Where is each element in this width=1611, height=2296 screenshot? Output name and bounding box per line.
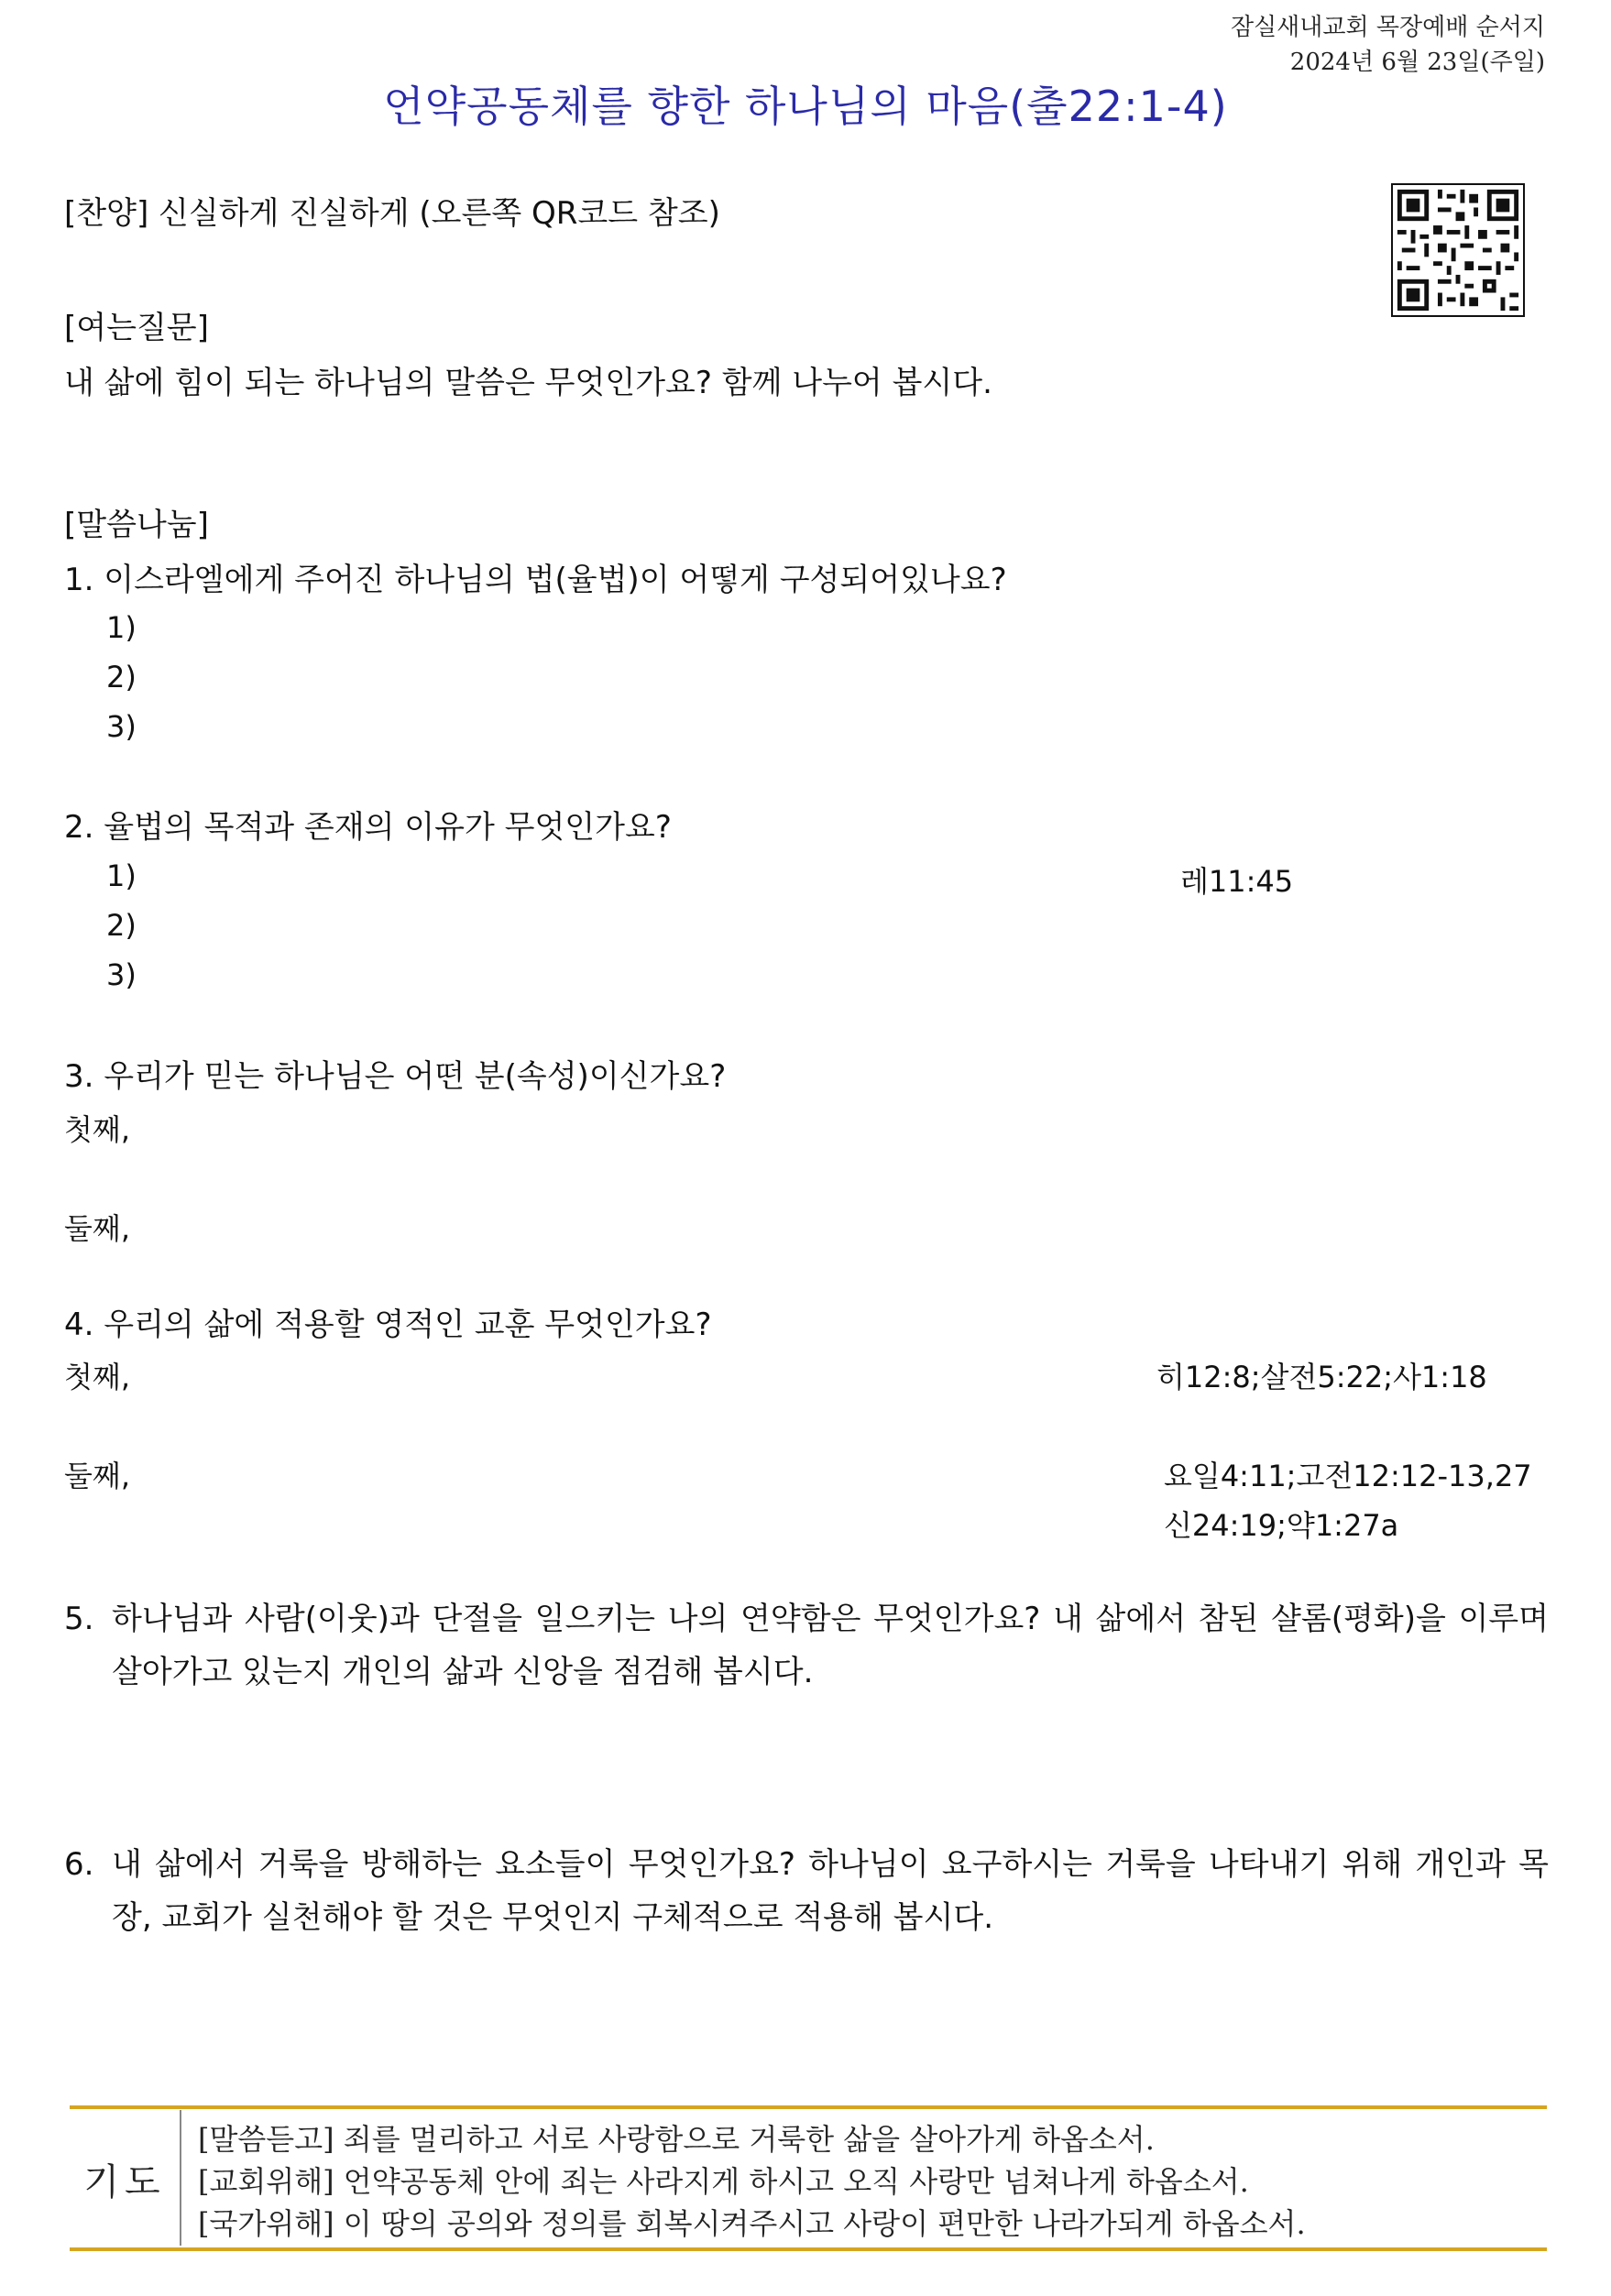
praise-line: [찬양] 신실하게 진실하게 (오른쪽 QR코드 참조) [64, 195, 720, 232]
question-3: 3. 우리가 믿는 하나님은 어떤 분(속성)이신가요? [64, 1058, 727, 1095]
opening-question: 내 삶에 힘이 되는 하나님의 말씀은 무엇인가요? 함께 나누어 봅시다. [64, 365, 992, 401]
answer-blank: 1) [106, 858, 137, 893]
sharing-heading: [말씀나눔] [64, 507, 209, 543]
answer-blank: 2) [106, 908, 137, 943]
answer-first: 첫째, [64, 1112, 130, 1147]
question-5 [64, 1592, 1549, 1699]
date-label: 2024년 6월 23일(주일) [1289, 49, 1545, 76]
answer-blank: 2) [106, 660, 137, 694]
question-text: 하나님과 사람(이웃)과 단절을 일으키는 나의 연약함은 무엇인가요? 내 삶에서 참된 샬롬(평화)을 이루며 살아가고 있는지 개인의 삶과 신앙을 점검해 봅시다. [112, 1601, 1549, 1690]
prayer-divider [180, 2110, 181, 2246]
question-4: 4. 우리의 삶에 적용할 영적인 교훈 무엇인가요? [64, 1307, 712, 1343]
question-2: 2. 율법의 목적과 존재의 이유가 무엇인가요? [64, 809, 672, 846]
prayer-item: [교회위해] 언약공동체 안에 죄는 사라지게 하시고 오직 사랑만 넘쳐나게 하옵소서. [198, 2164, 1249, 2199]
answer-blank: 3) [106, 957, 137, 992]
church-bulletin-label: 잠실새내교회 목장예배 순서지 [1230, 14, 1545, 41]
question-1: 1. 이스라엘에게 주어진 하나님의 법(율법)이 어떻게 구성되어있나요? [64, 562, 1007, 598]
prayer-bottom-rule [70, 2247, 1547, 2251]
answer-second: 둘째, [64, 1459, 130, 1493]
question-number: 6. [64, 1846, 94, 1883]
qr-code-icon[interactable] [1391, 183, 1525, 317]
qr-code-graphic [1393, 185, 1523, 315]
scripture-reference: 레11:45 [1180, 864, 1294, 899]
question-text: 내 삶에서 거룩을 방해하는 요소들이 무엇인가요? 하나님이 요구하시는 거룩을 나타내기 위해 개인과 목장, 교회가 실천해야 할 것은 무엇인지 구체적으로 적용해 봅시다. [112, 1846, 1549, 1936]
prayer-item: [말씀듣고] 죄를 멀리하고 서로 사랑함으로 거룩한 삶을 살아가게 하옵소서. [198, 2122, 1155, 2157]
answer-second: 둘째, [64, 1211, 130, 1246]
page-title: 언약공동체를 향한 하나님의 마음(출22:1-4) [383, 82, 1228, 131]
prayer-top-rule [70, 2105, 1547, 2109]
question-6 [64, 1838, 1549, 1944]
answer-blank: 3) [106, 709, 137, 744]
scripture-reference: 히12:8;살전5:22;사1:18 [1156, 1360, 1487, 1394]
answer-blank: 1) [106, 610, 137, 645]
scripture-reference: 요일4:11;고전12:12-13,27 [1164, 1459, 1532, 1493]
answer-first: 첫째, [64, 1360, 130, 1394]
prayer-label: 기도 [83, 2160, 166, 2203]
scripture-reference: 신24:19;약1:27a [1164, 1508, 1399, 1543]
opening-heading: [여는질문] [64, 310, 209, 346]
prayer-item: [국가위해] 이 땅의 공의와 정의를 회복시켜주시고 사랑이 편만한 나라가되게 하옵소서. [198, 2206, 1306, 2241]
question-number: 5. [64, 1601, 94, 1637]
